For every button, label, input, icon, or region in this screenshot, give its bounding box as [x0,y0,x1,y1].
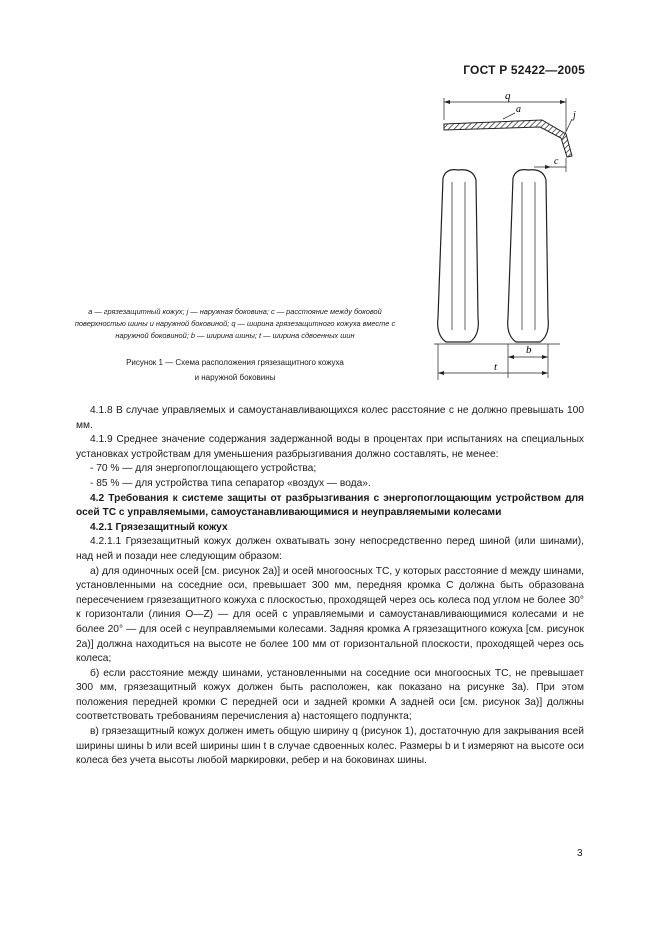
figure-caption [62,355,408,385]
label-c: c [554,156,559,167]
label-t: t [494,361,498,373]
mudguard-section [444,120,572,157]
body-text [76,404,584,769]
a-leader [503,113,515,119]
document-id: ГОСТ Р 52422—2005 [463,63,585,77]
tire-left [438,170,479,342]
caption-line-1: Рисунок 1 — Схема расположения грязезащитного кожуха [126,358,344,367]
clause-4-1-8: 4.1.8 В случае управляемых и самоустанавливающихся колес расстояние c не должно превышать 100 мм. [76,405,584,431]
label-b: b [526,344,532,356]
tire-right [508,170,549,342]
item-a: а) для одиночных осей [см. рисунок 2а)] и осей многоосных ТС, у которых расстояние d между шинами, установленными на соседние оси, превышает 300 мм, передняя кромка C должна быть образована пересечением грязезащитного кожуха с плоскостью, проходящей через ось колеса под углом не более 30° к горизонтали (линия O—Z) — для осей с управляемыми и самоустанавливающимися колесами и не более 20° — для осей с неуправляемыми колесами. Задняя кромка A грязезащитного кожуха [см. рисунок 2а)] должна находиться на высоте не более 100 мм от горизонтальной плоскости, проходящей через ось колеса; [76,565,584,665]
page-number: 3 [577,848,583,859]
item-b: б) если расстояние между шинами, установленными на соседние оси многоосных ТС, не превышает 300 мм, грязезащитный кожух должен быть расположен, как показано на рисунке 3а). При этом положения передней кромки C передней оси и задней кромки A задней оси [см. рисунок 3а)] должны соответствовать требованиям перечисления а) настоящего подпункта; [76,667,584,723]
label-q: q [505,90,511,102]
label-a: a [516,104,521,115]
section-4-2-1-heading: 4.2.1 Грязезащитный кожух [90,521,228,533]
clause-4-2-1-1: 4.2.1.1 Грязезащитный кожух должен охватывать зону непосредственно перед шиной (или шинами), над ней и позади нее следующим образом: [76,536,584,562]
section-4-2-heading: 4.2 Требования к системе защиты от разбрызгивания с энергопоглощающим устройством для осей ТС с управляемыми, самоустанавливающимися и неуправляемыми колесами [76,492,584,519]
figure-legend: a — грязезащитный кожух; j — наружная боковина; c — расстояние между боковой поверхностью шины и наружной боковиной; q — ширина грязезащитного кожуха вместе с наружной боковиной; b — ширина шины; t — ширина сдвоенных шин [74,307,396,340]
list-item-70: - 70 % — для энергопоглощающего устройства; [90,463,317,475]
item-v: в) грязезащитный кожух должен иметь общую ширину q (рисунок 1), достаточную для закрывания всей ширины шины b или всей ширины шин t в случае сдвоенных колес. Размеры b и t измеряют на высоте оси колеса без учета высоты любой маркировки, ребер и на боковинах шины. [76,726,584,767]
caption-line-2: и наружной боковины [194,373,276,382]
label-j: j [573,110,576,121]
list-item-85: - 85 % — для устройства типа сепаратор «воздух — вода». [90,477,371,489]
clause-4-1-9: 4.1.9 Среднее значение содержания задержанной воды в процентах при испытаниях на специальных установках устройствам для уменьшения разбрызгивания должно составлять, не менее: [76,434,584,460]
